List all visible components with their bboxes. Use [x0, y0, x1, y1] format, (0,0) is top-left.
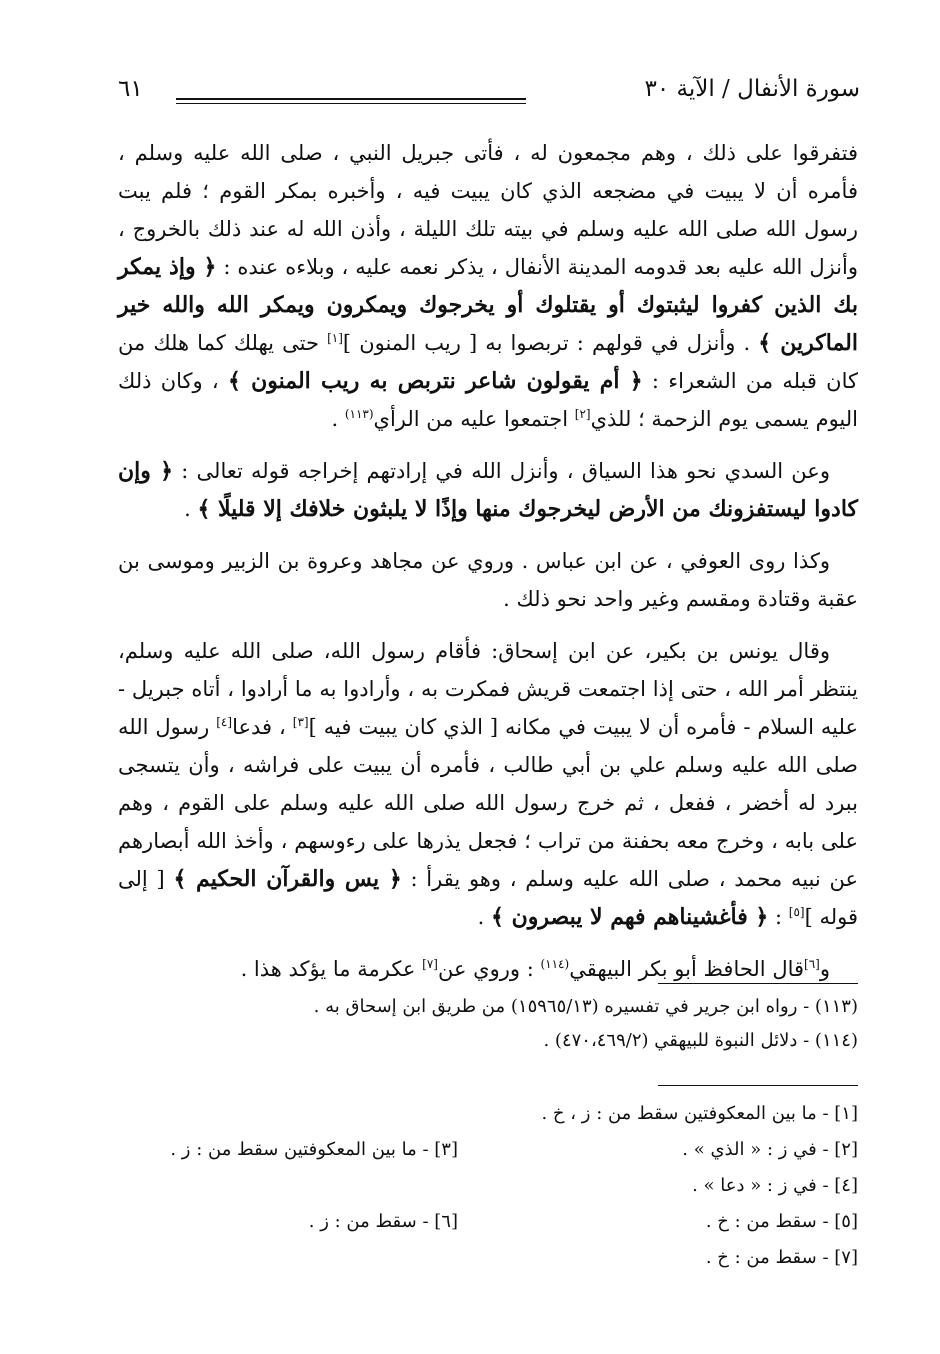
text-run: . [331, 407, 339, 431]
text-run: فتفرقوا على ذلك ، وهم مجمعون له ، فأتى جبريل النبي ، صلى الله عليه وسلم ، فأمره أن لا يبيت في مضجعه الذي كان يبيت فيه ، وأخبره بمكر القوم ؛ فلم يبت رسول الله صلى الله عليه وسلم في بيته تلك الليلة ، وأذن الله له عند ذلك بالخروج ، وأنزل الله عليه بعد قدومه المدينة الأنفال ، يذكر نعمه عليه ، وبلاءه عنده : [118, 141, 858, 279]
quran-verse: ﴿ وإذ يمكر بك الذين كفروا ليثبتوك أو يقتلوك أو يخرجوك ويمكرون ويمكر الله والله خير الماكرين ﴾ [118, 254, 858, 356]
page-number: ٦١ [118, 76, 143, 102]
footnote-separator [658, 983, 858, 984]
paragraph-4 [118, 632, 858, 936]
footnote: (١١٣) - رواه ابن جرير في تفسيره (١٥٩٦٥/١٣) من طريق ابن إسحاق به . [313, 996, 858, 1017]
variant-note: [١] - ما بين المعكوفتين سقط من : ز ، خ . [541, 1103, 858, 1124]
variants-column-left [118, 1096, 458, 1240]
footnote-ref: (١١٤) [540, 957, 570, 971]
variant-marker: [٦] [804, 957, 820, 971]
paragraph-2 [118, 452, 858, 528]
text-run: اجتمعوا عليه من الرأي [373, 407, 569, 431]
text-run: ، وكان ذلك اليوم يسمى يوم الزحمة ؛ للذي [118, 369, 858, 431]
text-run: ، فدعا [232, 715, 286, 739]
quran-verse: ﴿ يس والقرآن الحكيم ﴾ [173, 866, 402, 892]
text-run: و [819, 957, 830, 981]
variant-marker: [٢] [574, 407, 591, 421]
page-header [118, 76, 860, 116]
text-run: . [184, 497, 191, 521]
header-rule-thin [176, 103, 526, 104]
text-run: [ إلى قوله ] [118, 867, 858, 929]
footnote: (١١٤) - دلائل النبوة للبيهقي (٤٧٠،٤٦٩/٢) . [543, 1030, 858, 1051]
variant-note: [٦] - سقط من : ز . [308, 1211, 458, 1232]
quran-verse: ﴿ فأغشيناهم فهم لا يبصرون ﴾ [491, 904, 769, 930]
text-run: : وروي عن [437, 957, 534, 981]
variant-marker: [٥] [788, 905, 805, 919]
variant-note: [٢] - في ز : « الذي » . [682, 1139, 858, 1160]
variant-marker: [٧] [422, 957, 438, 971]
quran-verse: ﴿ أم يقولون شاعر نتربص به ريب المنون ﴾ [227, 368, 643, 394]
footnotes [118, 990, 858, 1058]
surah-title: سورة الأنفال / الآية ٣٠ [644, 76, 860, 102]
text-run: . [477, 905, 485, 929]
variant-marker: [١] [327, 331, 343, 345]
text-run: عكرمة ما يؤكد هذا . [240, 957, 416, 981]
variant-note: [٤] - في ز : « دعا » . [692, 1175, 858, 1196]
text-run: : [774, 905, 783, 929]
footnote-ref: (١١٣) [344, 407, 374, 421]
variant-marker: [٤] [216, 715, 233, 729]
variants-column-right [478, 1096, 858, 1276]
text-run: قال الحافظ أبو بكر البيهقي [569, 957, 805, 981]
variant-note: [٥] - سقط من : خ . [705, 1211, 858, 1232]
text-run: رسول الله صلى الله عليه وسلم علي بن أبي طالب ، فأمره أن يبيت على فراشه ، وأن يتسجى ببرد له أخضر ، ففعل ، ثم خرج رسول الله صلى الله عليه وسلم على القوم ، وهم على بابه ، وخرج معه بحفنة من تراب ؛ فجعل يذرها على رءوسهم ، وأخذ الله أبصارهم عن نبيه محمد ، صلى الله عليه وسلم ، وهو يقرأ : [118, 715, 858, 891]
variant-note: [٧] - سقط من : خ . [705, 1247, 858, 1268]
paragraph-3: وكذا روى العوفي ، عن ابن عباس . وروي عن مجاهد وعروة بن الزبير وموسى بن عقبة وقتادة ومقسم وغير واحد نحو ذلك . [118, 549, 858, 611]
text-run: . وأنزل في قولهم : تربصوا به [ ريب المنون ] [342, 331, 751, 355]
paragraph-1 [118, 134, 858, 438]
text-run: وعن السدي نحو هذا السياق ، وأنزل الله في إرادتهم إخراجه قوله تعالى : [181, 459, 830, 483]
text-run: وقال يونس بن بكير، عن ابن إسحاق: فأقام رسول الله، صلى الله عليه وسلم، ينتظر أمر الله ، حتى إذا اجتمعت قريش فمكرت به ، وأرادوا به ما أرادوا ، أتاه جبريل - عليه السلام - فأمره أن لا يبيت في مكانه [ الذي كان يبيت فيه ] [118, 639, 858, 739]
variants-separator [658, 1085, 858, 1086]
text-run: حتى يهلك كما هلك من كان قبله من الشعراء : [118, 331, 858, 393]
header-rule [176, 98, 526, 100]
main-text [118, 134, 858, 1002]
quran-verse: ﴿ وإن كادوا ليستفزونك من الأرض ليخرجوك منها وإذًا لا يلبثون خلافك إلا قليلًا ﴾ [118, 458, 858, 522]
variant-marker: [٣] [292, 715, 309, 729]
variant-note: [٣] - ما بين المعكوفتين سقط من : ز . [170, 1139, 458, 1160]
